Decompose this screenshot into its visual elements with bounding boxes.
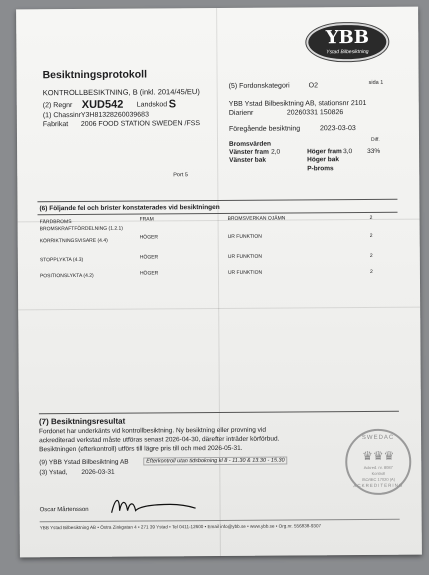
ybb-logo: YBB Ystad Bilbesiktning [306, 23, 388, 62]
chassis-value: Y3H813282600396​83 [80, 111, 149, 119]
page-number: sida 1 [368, 79, 384, 86]
port-label: Port 5 [173, 172, 188, 179]
defect-row [39, 232, 380, 245]
defect-item: STOPPLYKTA (4.3) [39, 256, 84, 264]
diary-label: Diarienr [228, 109, 254, 117]
inspector-signature [109, 492, 199, 519]
category-label: (5) Fordonskategori [228, 82, 290, 90]
defect-side: FRAM [139, 216, 154, 223]
defect-grade: 2 [369, 232, 373, 239]
defect-finding: BROMSVERKAN OJÄMN [227, 215, 286, 222]
company-label: (9) YBB Ystad Bilbesiktning AB [39, 458, 129, 467]
place-date: 2026-03-31 [81, 468, 115, 476]
defect-side: HÖGER [139, 254, 159, 261]
defect-row [39, 268, 380, 280]
right-front-value: 3,0 [343, 148, 353, 156]
brake-values-title: Bromsvärden [229, 140, 271, 148]
defect-item: KÖRRIKTNINGSVISARE (4.4) [39, 237, 108, 245]
result-heading: (7) Besiktningsresultat [38, 416, 126, 427]
defect-item: BROMSKRAFTFÖRDELNING (1.2.1) [39, 225, 124, 233]
defect-grade: 2 [369, 252, 373, 259]
document-title: Besiktningsprotokoll [42, 68, 148, 82]
right-front-label: Höger fram [307, 148, 342, 156]
footer-contact: YBB Ystad Bilbesiktning AB • Östra Zinkgatan 4 • 271 39 Ystad • Tel 0411-12600 • Email info@ybb.se • www.ybb.se • Org.nr. 556838-9307 [39, 523, 322, 531]
defect-grade: 2 [369, 214, 373, 221]
place-label: (3) Ystad, [39, 469, 68, 477]
p-brake-label: P-broms [307, 165, 334, 173]
left-front-label: Vänster fram [229, 148, 269, 156]
inspection-protocol-sheet [16, 7, 422, 558]
defect-side: HÖGER [139, 234, 159, 241]
defect-finding: UR FUNKTION [227, 233, 262, 240]
crown-icon: ♛♛♛ [362, 448, 395, 464]
defect-row [40, 219, 72, 225]
result-line: ackrediterad verkstad måste utföras senast 2026-04-30, därefter inträder körförbud. [39, 435, 280, 445]
previous-inspection-label: Föregående besiktning [228, 125, 301, 133]
defects-heading: (6) Följande fel och brister konstaterades vid besiktningen [39, 203, 220, 213]
regnr-value: XUD542 [81, 98, 124, 111]
maker-label: Fabrikat [42, 121, 69, 129]
inspector-name: Oscar Mårtensson [39, 506, 89, 514]
country-label: Landskod [136, 101, 168, 109]
defect-side: HÖGER [139, 270, 159, 277]
left-front-value: 2,0 [271, 148, 281, 156]
previous-inspection-date: 2023-03-03 [319, 125, 356, 133]
defect-item: FÄRDBROMS [39, 219, 72, 226]
maker-value: 2006 FOOD STATION SWEDEN /FSS [80, 120, 201, 128]
diff-label: Diff. [370, 136, 380, 143]
defect-row [39, 252, 380, 264]
right-rear-label: Höger bak [307, 156, 339, 164]
fold-line [216, 8, 221, 556]
retest-hours: Efterkontroll utan tidsbokning kl 8 - 11.30 & 13.30 - 15.30 [143, 457, 287, 466]
diff-value: 33% [367, 147, 381, 155]
result-line: Fordonet har underkänts vid kontrollbesiktning. Ny besiktning eller provning vid [39, 426, 266, 436]
regnr-label: (2) Regnr [42, 102, 73, 110]
left-rear-label: Vänster bak [229, 156, 267, 164]
defect-finding: UR FUNKTION [227, 253, 263, 260]
defect-grade: 2 [369, 268, 373, 275]
result-line: Besiktningen (efterkontroll) utförs till lägre pris till och med 2026-05-31. [39, 444, 243, 454]
diary-value: 20260331 150826 [286, 109, 344, 117]
station-name: YBB Ystad Bilbesiktning AB, stationsnr 2101 [228, 99, 367, 108]
country-value: S [168, 98, 177, 111]
defect-item: POSITIONSLYKTA (4.2) [39, 272, 94, 280]
defect-finding: UR FUNKTION [227, 269, 263, 276]
category-value: O2 [308, 82, 319, 90]
chassis-label: (1) Chassinr [42, 111, 81, 120]
inspection-type: KONTROLLBESIKTNING, B (inkl. 2014/45/EU) [42, 87, 200, 98]
swedac-accreditation-stamp: SWEDAC ♛♛♛ Ackred. nr. 8087 Kontroll ISO/IEC 17020 (A) ACKREDITERING [345, 429, 411, 495]
